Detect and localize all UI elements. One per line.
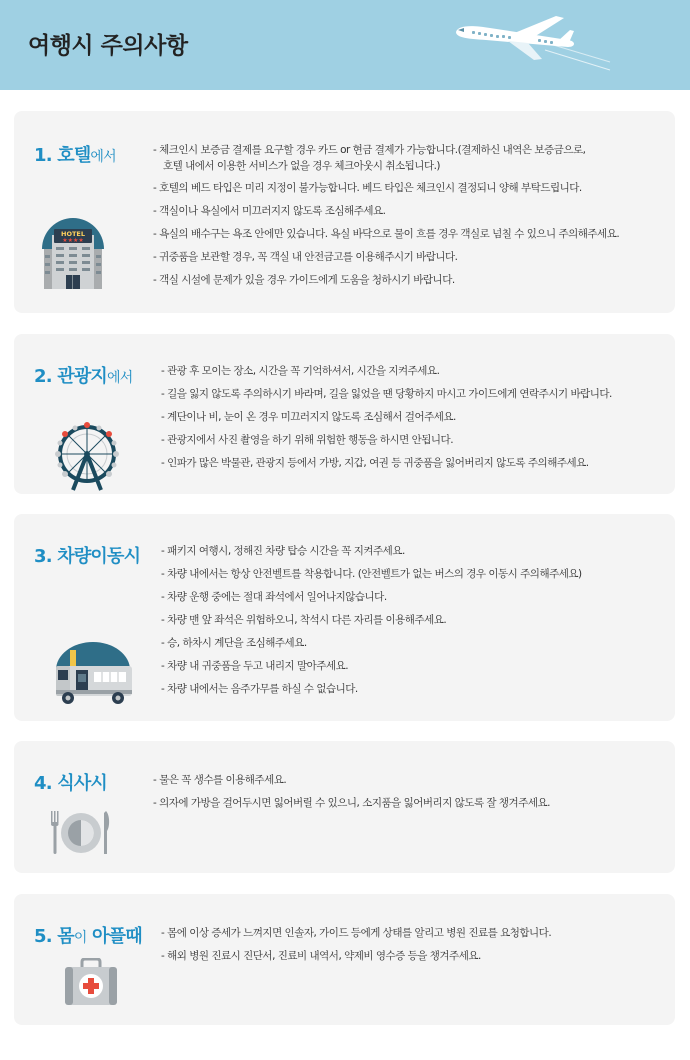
dining-notice-list	[153, 769, 550, 815]
list-item: - 관광 후 모이는 장소, 시간을 꼭 기억하셔서, 시간을 지켜주세요.	[161, 365, 440, 377]
section-title: 2. 관광지에서	[34, 366, 133, 387]
list-item: - 인파가 많은 박물관, 관광지 등에서 가방, 지갑, 여권 등 귀중품을 잃어버리지 않도록 주의해주세요.	[161, 457, 589, 469]
list-item: - 계단이나 비, 눈이 온 경우 미끄러지지 않도록 조심해서 걸어주세요.	[161, 411, 456, 423]
list-item: - 몸에 이상 증세가 느껴지면 인솔자, 가이드 등에게 상태를 알리고 병원 진료를 요청합니다.	[161, 927, 552, 939]
page-title: 여행시 주의사항	[28, 33, 188, 59]
list-item: - 패키지 여행시, 정해진 차량 탑승 시간을 꼭 지켜주세요.	[161, 545, 405, 557]
list-item: - 객실 시설에 문제가 있을 경우 가이드에게 도움을 청하시기 바랍니다.	[153, 274, 455, 286]
page-header	[0, 0, 690, 90]
tourist-notice-list	[161, 360, 612, 475]
hotel-section	[14, 111, 675, 313]
hotel-sign-text: HOTEL	[61, 230, 85, 238]
list-item: - 귀중품을 보관할 경우, 꼭 객실 내 안전금고를 이용해주시기 바랍니다.	[153, 251, 458, 263]
list-item: - 승, 하차시 계단을 조심해주세요.	[161, 637, 307, 649]
dining-section	[14, 741, 675, 873]
list-item: - 길을 잃지 않도록 주의하시기 바라며, 길을 잃었을 땐 당황하지 마시고 가이드에게 연락주시기 바랍니다.	[161, 388, 612, 400]
list-item: - 차량 내에서는 음주가무를 하실 수 없습니다.	[161, 683, 358, 695]
section-title: 3. 차량이동시	[34, 546, 141, 567]
hotel-notice-list	[153, 142, 619, 292]
first-aid-kit-icon	[64, 958, 118, 1006]
list-item: - 체크인시 보증금 결제를 요구할 경우 카드 or 현금 결제가 가능합니다.(결제하신 내역은 보증금으로, 호텔 내에서 이용한 서비스가 없을 경우 체크아웃시 취소됩니다.)	[153, 144, 586, 172]
airplane-icon	[450, 14, 620, 76]
sickness-section	[14, 894, 675, 1025]
bus-icon	[52, 640, 134, 706]
section-title: 5. 몸이 아플때	[34, 926, 142, 947]
list-item: - 관광지에서 사진 촬영을 하기 위해 위험한 행동을 하시면 안됩니다.	[161, 434, 454, 446]
list-item: - 차량 내에서는 항상 안전벨트를 착용합니다. (안전벨트가 없는 버스의 경우 이동시 주의해주세요)	[161, 568, 582, 580]
section-title: 4. 식사시	[34, 773, 107, 794]
vehicle-notice-list	[161, 540, 582, 701]
list-item: - 물은 꼭 생수를 이용해주세요.	[153, 774, 287, 786]
list-item: - 차량 내 귀중품을 두고 내리지 말아주세요.	[161, 660, 349, 672]
ferris-wheel-icon	[49, 420, 125, 492]
list-item: - 의자에 가방을 걸어두시면 잃어버릴 수 있으니, 소지품을 잃어버리지 않도록 잘 챙겨주세요.	[153, 797, 550, 809]
list-item: - 욕실의 배수구는 욕조 안에만 있습니다. 욕실 바닥으로 물이 흐를 경우 객실로 넘칠 수 있으니 주의해주세요.	[153, 228, 620, 240]
section-title: 1. 호텔에서	[34, 145, 116, 166]
sickness-notice-list	[161, 922, 551, 968]
list-item: - 차량 운행 중에는 절대 좌석에서 일어나지않습니다.	[161, 591, 387, 603]
list-item: - 해외 병원 진료시 진단서, 진료비 내역서, 약제비 영수증 등을 챙겨주세요.	[161, 950, 481, 962]
list-item: - 호텔의 베드 타입은 미리 지정이 불가능합니다. 베드 타입은 체크인시 결정되니 양해 부탁드립니다.	[153, 182, 582, 194]
tourist-spot-section	[14, 334, 675, 494]
vehicle-section	[14, 514, 675, 721]
list-item: - 객실이나 욕실에서 미끄러지지 않도록 조심해주세요.	[153, 205, 386, 217]
dining-icon	[48, 809, 114, 857]
list-item: - 차량 맨 앞 좌석은 위험하오니, 착석시 다른 자리를 이용해주세요.	[161, 614, 447, 626]
hotel-icon	[40, 211, 106, 291]
svg-text:★★★★: ★★★★	[62, 237, 84, 244]
